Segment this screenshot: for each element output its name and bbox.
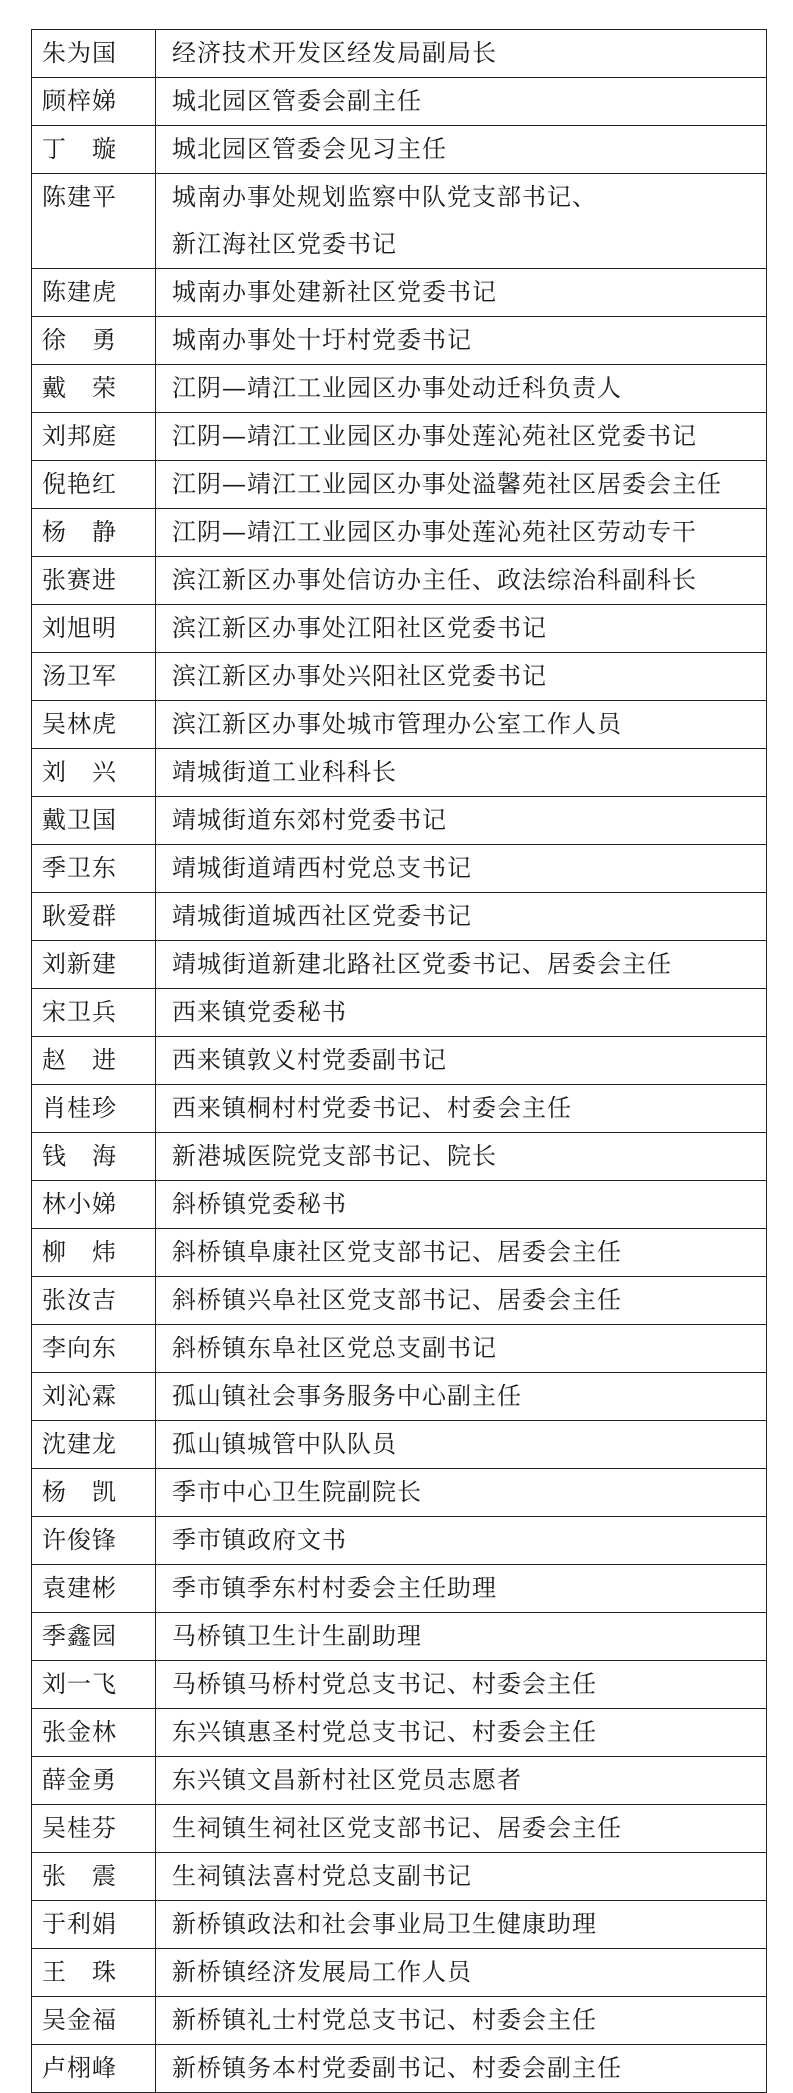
person-position (156, 365, 767, 413)
person-name: 吴金福 (32, 1997, 156, 2045)
person-position (156, 461, 767, 509)
table-row (32, 509, 767, 557)
position-line: 靖城街道靖西村党总支书记 (172, 854, 472, 882)
person-position (156, 1325, 767, 1373)
table-row (32, 1037, 767, 1085)
person-name: 杨 凯 (32, 1469, 156, 1517)
position-line: 斜桥镇兴阜社区党支部书记、居委会主任 (172, 1286, 622, 1314)
person-position (156, 1613, 767, 1661)
position-line: 滨江新区办事处兴阳社区党委书记 (172, 662, 547, 690)
person-name: 顾梓娣 (32, 78, 156, 126)
person-name: 徐 勇 (32, 317, 156, 365)
person-position (156, 269, 767, 317)
person-name: 戴卫国 (32, 797, 156, 845)
person-name: 薛金勇 (32, 1757, 156, 1805)
person-position (156, 1901, 767, 1949)
person-name: 陈建虎 (32, 269, 156, 317)
person-name: 戴 荣 (32, 365, 156, 413)
position-line: 季市中心卫生院副院长 (172, 1478, 422, 1506)
person-position (156, 1421, 767, 1469)
position-line: 西来镇党委秘书 (172, 998, 347, 1026)
table-row (32, 126, 767, 174)
person-position (156, 317, 767, 365)
table-row (32, 605, 767, 653)
table-row (32, 1565, 767, 1613)
person-name: 倪艳红 (32, 461, 156, 509)
person-position (156, 845, 767, 893)
table-row (32, 797, 767, 845)
person-position (156, 749, 767, 797)
table-row (32, 30, 767, 78)
position-line: 马桥镇马桥村党总支书记、村委会主任 (172, 1670, 597, 1698)
table-row (32, 1517, 767, 1565)
position-line: 东兴镇惠圣村党总支书记、村委会主任 (172, 1718, 597, 1746)
person-position (156, 30, 767, 78)
table-row (32, 413, 767, 461)
position-line: 靖城街道新建北路社区党委书记、居委会主任 (172, 950, 672, 978)
person-name: 丁 璇 (32, 126, 156, 174)
person-name: 许俊锋 (32, 1517, 156, 1565)
person-name: 刘邦庭 (32, 413, 156, 461)
position-line: 孤山镇社会事务服务中心副主任 (172, 1382, 522, 1410)
table-row (32, 317, 767, 365)
person-position (156, 653, 767, 701)
position-line: 季市镇季东村村委会主任助理 (172, 1574, 497, 1602)
table-row (32, 365, 767, 413)
table-row (32, 749, 767, 797)
table-row (32, 893, 767, 941)
table-row (32, 269, 767, 317)
person-position (156, 1709, 767, 1757)
person-position (156, 1517, 767, 1565)
position-line: 城南办事处十圩村党委书记 (172, 326, 472, 354)
position-line: 新江海社区党委书记 (172, 230, 397, 258)
table-row (32, 701, 767, 749)
position-line: 斜桥镇党委秘书 (172, 1190, 347, 1218)
table-row (32, 845, 767, 893)
table-row (32, 1133, 767, 1181)
person-name: 张汝吉 (32, 1277, 156, 1325)
person-position (156, 893, 767, 941)
person-name: 刘一飞 (32, 1661, 156, 1709)
position-line: 靖城街道城西社区党委书记 (172, 902, 472, 930)
position-line: 滨江新区办事处江阳社区党委书记 (172, 614, 547, 642)
person-name: 肖桂珍 (32, 1085, 156, 1133)
person-name: 陈建平 (32, 174, 156, 269)
position-line: 孤山镇城管中队队员 (172, 1430, 397, 1458)
person-name: 李向东 (32, 1325, 156, 1373)
person-name: 刘新建 (32, 941, 156, 989)
table-row (32, 557, 767, 605)
position-line: 马桥镇卫生计生副助理 (172, 1622, 422, 1650)
position-line: 城南办事处建新社区党委书记 (172, 278, 497, 306)
person-position (156, 2045, 767, 2093)
table-row (32, 174, 767, 269)
person-name: 张赛进 (32, 557, 156, 605)
position-line: 生祠镇生祠社区党支部书记、居委会主任 (172, 1814, 622, 1842)
person-name: 季鑫园 (32, 1613, 156, 1661)
table-row (32, 1085, 767, 1133)
person-name: 耿爱群 (32, 893, 156, 941)
table-row (32, 78, 767, 126)
person-position (156, 1661, 767, 1709)
person-position (156, 1949, 767, 1997)
person-position (156, 1373, 767, 1421)
table-row (32, 1421, 767, 1469)
table-row (32, 1469, 767, 1517)
person-name: 赵 进 (32, 1037, 156, 1085)
person-name: 朱为国 (32, 30, 156, 78)
person-position (156, 1565, 767, 1613)
position-line: 新桥镇务本村党委副书记、村委会副主任 (172, 2054, 622, 2082)
person-position (156, 941, 767, 989)
position-line: 滨江新区办事处信访办主任、政法综治科副科长 (172, 566, 697, 594)
person-name: 张金林 (32, 1709, 156, 1757)
position-line: 西来镇敦义村党委副书记 (172, 1046, 447, 1074)
table-row (32, 1949, 767, 1997)
position-line: 新港城医院党支部书记、院长 (172, 1142, 497, 1170)
person-position (156, 1757, 767, 1805)
person-name: 于利娟 (32, 1901, 156, 1949)
person-name: 季卫东 (32, 845, 156, 893)
position-line: 江阴—靖江工业园区办事处动迁科负责人 (172, 374, 622, 402)
person-position (156, 1277, 767, 1325)
person-name: 刘 兴 (32, 749, 156, 797)
position-line: 斜桥镇阜康社区党支部书记、居委会主任 (172, 1238, 622, 1266)
person-position (156, 413, 767, 461)
table-row (32, 2045, 767, 2093)
person-position (156, 1181, 767, 1229)
table-row (32, 1181, 767, 1229)
person-name: 钱 海 (32, 1133, 156, 1181)
person-position (156, 1085, 767, 1133)
table-row (32, 1325, 767, 1373)
person-position (156, 1133, 767, 1181)
table-row (32, 1373, 767, 1421)
person-name: 吴林虎 (32, 701, 156, 749)
table-row (32, 1805, 767, 1853)
person-name: 宋卫兵 (32, 989, 156, 1037)
person-name: 柳 炜 (32, 1229, 156, 1277)
person-position (156, 1997, 767, 2045)
person-name: 卢栩峰 (32, 2045, 156, 2093)
person-position (156, 1229, 767, 1277)
person-position (156, 174, 767, 269)
person-position (156, 989, 767, 1037)
personnel-table (31, 29, 767, 2093)
table-row (32, 989, 767, 1037)
table-row (32, 1853, 767, 1901)
person-name: 汤卫军 (32, 653, 156, 701)
table-row (32, 1997, 767, 2045)
position-line: 江阴—靖江工业园区办事处溢馨苑社区居委会主任 (172, 470, 722, 498)
position-line: 新桥镇经济发展局工作人员 (172, 1958, 472, 1986)
table-row (32, 1901, 767, 1949)
position-line: 新桥镇礼士村党总支书记、村委会主任 (172, 2006, 597, 2034)
table-row (32, 1661, 767, 1709)
table-row (32, 1277, 767, 1325)
position-line: 城北园区管委会副主任 (172, 87, 422, 115)
person-position (156, 605, 767, 653)
person-position (156, 701, 767, 749)
person-position (156, 797, 767, 845)
position-line: 靖城街道东郊村党委书记 (172, 806, 447, 834)
position-line: 经济技术开发区经发局副局长 (172, 39, 497, 67)
table-row (32, 1709, 767, 1757)
position-line: 西来镇桐村村党委书记、村委会主任 (172, 1094, 572, 1122)
table-row (32, 1613, 767, 1661)
position-line: 城北园区管委会见习主任 (172, 135, 447, 163)
table-row (32, 653, 767, 701)
person-name: 袁建彬 (32, 1565, 156, 1613)
position-line: 城南办事处规划监察中队党支部书记、 (172, 183, 597, 211)
personnel-table-body (32, 30, 767, 2093)
position-line: 季市镇政府文书 (172, 1526, 347, 1554)
person-name: 吴桂芬 (32, 1805, 156, 1853)
position-line: 生祠镇法喜村党总支副书记 (172, 1862, 472, 1890)
position-line: 东兴镇文昌新村社区党员志愿者 (172, 1766, 522, 1794)
position-line: 斜桥镇东阜社区党总支副书记 (172, 1334, 497, 1362)
person-name: 刘旭明 (32, 605, 156, 653)
person-position (156, 509, 767, 557)
person-position (156, 1853, 767, 1901)
position-line: 江阴—靖江工业园区办事处莲沁苑社区党委书记 (172, 422, 697, 450)
person-position (156, 126, 767, 174)
person-position (156, 1037, 767, 1085)
person-name: 杨 静 (32, 509, 156, 557)
table-row (32, 1229, 767, 1277)
table-row (32, 461, 767, 509)
person-name: 王 珠 (32, 1949, 156, 1997)
position-line: 江阴—靖江工业园区办事处莲沁苑社区劳动专干 (172, 518, 697, 546)
person-position (156, 557, 767, 605)
person-position (156, 78, 767, 126)
person-name: 张 震 (32, 1853, 156, 1901)
position-line: 滨江新区办事处城市管理办公室工作人员 (172, 710, 622, 738)
table-row (32, 1757, 767, 1805)
table-row (32, 941, 767, 989)
person-name: 刘沁霖 (32, 1373, 156, 1421)
position-line: 新桥镇政法和社会事业局卫生健康助理 (172, 1910, 597, 1938)
person-name: 沈建龙 (32, 1421, 156, 1469)
person-name: 林小娣 (32, 1181, 156, 1229)
position-line: 靖城街道工业科科长 (172, 758, 397, 786)
person-position (156, 1805, 767, 1853)
person-position (156, 1469, 767, 1517)
